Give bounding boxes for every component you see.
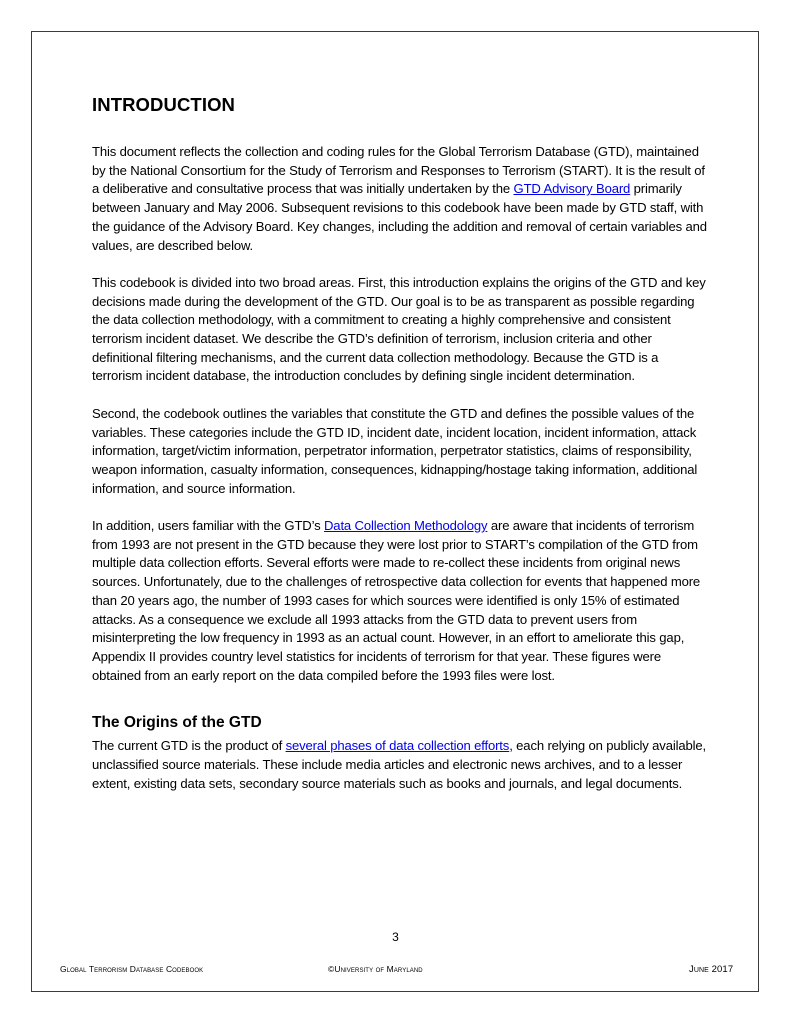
data-collection-phases-link[interactable]: several phases of data collection efforts — [285, 738, 510, 754]
gtd-advisory-board-link[interactable]: GTD Advisory Board — [513, 181, 631, 197]
intro-paragraph-1 — [92, 143, 712, 255]
origins-paragraph — [92, 737, 712, 793]
origins-paragraph-text-after: , each relying on publicly available, unclassified source materials. These include media articles and electronic news archives, and to a lesser extent, existing data sets, secondary source materials such as books and journals, and legal documents. — [92, 738, 706, 791]
footer-document-title: Global Terrorism Database Codebook — [60, 964, 204, 974]
page-content — [92, 94, 712, 812]
origins-paragraph-text-before: The current GTD is the product of — [92, 738, 286, 754]
intro-paragraph-1-text-before: This document reflects the collection and coding rules for the Global Terrorism Database (GTD), maintained by the National Consortium for the Study of Terrorism and Responses to Terrorism (START). It is the result of a deliberative and consultative process that was initially undertaken by the — [92, 144, 705, 197]
section-heading-origins: The Origins of the GTD — [92, 714, 262, 732]
page-title: INTRODUCTION — [92, 94, 236, 115]
page-number: 3 — [392, 930, 399, 944]
intro-paragraph-3: Second, the codebook outlines the variables that constitute the GTD and defines the possible values of the variables. These categories include the GTD ID, incident date, incident location, incident information, attack information, target/victim information, perpetrator information, perpetrator statistics, claims of responsibility, weapon information, casualty information, consequences, kidnapping/hostage taking information, additional information, and source information. — [92, 405, 698, 496]
footer-date: June 2017 — [689, 964, 734, 975]
footer-copyright: ©University of Maryland — [328, 964, 423, 974]
intro-paragraph-4-text-before: In addition, users familiar with the GTD’s — [92, 518, 324, 534]
intro-paragraph-2: This codebook is divided into two broad areas. First, this introduction explains the origins of the GTD and key decisions made during the development of the GTD. Our goal is to be as transparent as possible regarding the data collection methodology, with a commitment to creating a highly comprehensive and consistent terrorism incident dataset. We describe the GTD’s definition of terrorism, inclusion criteria and other definitional filtering mechanisms, and the current data collection methodology. Because the GTD is a terrorism incident database, the introduction concludes by defining single incident determination. — [92, 274, 706, 384]
intro-paragraph-4 — [92, 517, 712, 685]
intro-paragraph-1-text-after: primarily between January and May 2006. Subsequent revisions to this codebook have been made by GTD staff, with the guidance of the Advisory Board. Key changes, including the addition and removal of certain variables and values, are described below. — [92, 181, 707, 253]
intro-paragraph-4-text-after: are aware that incidents of terrorism from 1993 are not present in the GTD because they were lost prior to START’s compilation of the GTD from multiple data collection efforts. Several efforts were made to re-collect these incidents from original news sources. Unfortunately, due to the challenges of retrospective data collection for events that happened more than 20 years ago, the number of 1993 cases for which sources were identified is only 15% of estimated attacks. As a consequence we exclude all 1993 attacks from the GTD data to prevent users from misinterpreting the low frequency in 1993 as an actual count. However, in an effort to ameliorate this gap, Appendix II provides country level statistics for incidents of terrorism for that year. These figures were obtained from an early report on the data compiled before the 1993 files were lost. — [92, 518, 701, 683]
data-collection-methodology-link[interactable]: Data Collection Methodology — [324, 518, 488, 534]
